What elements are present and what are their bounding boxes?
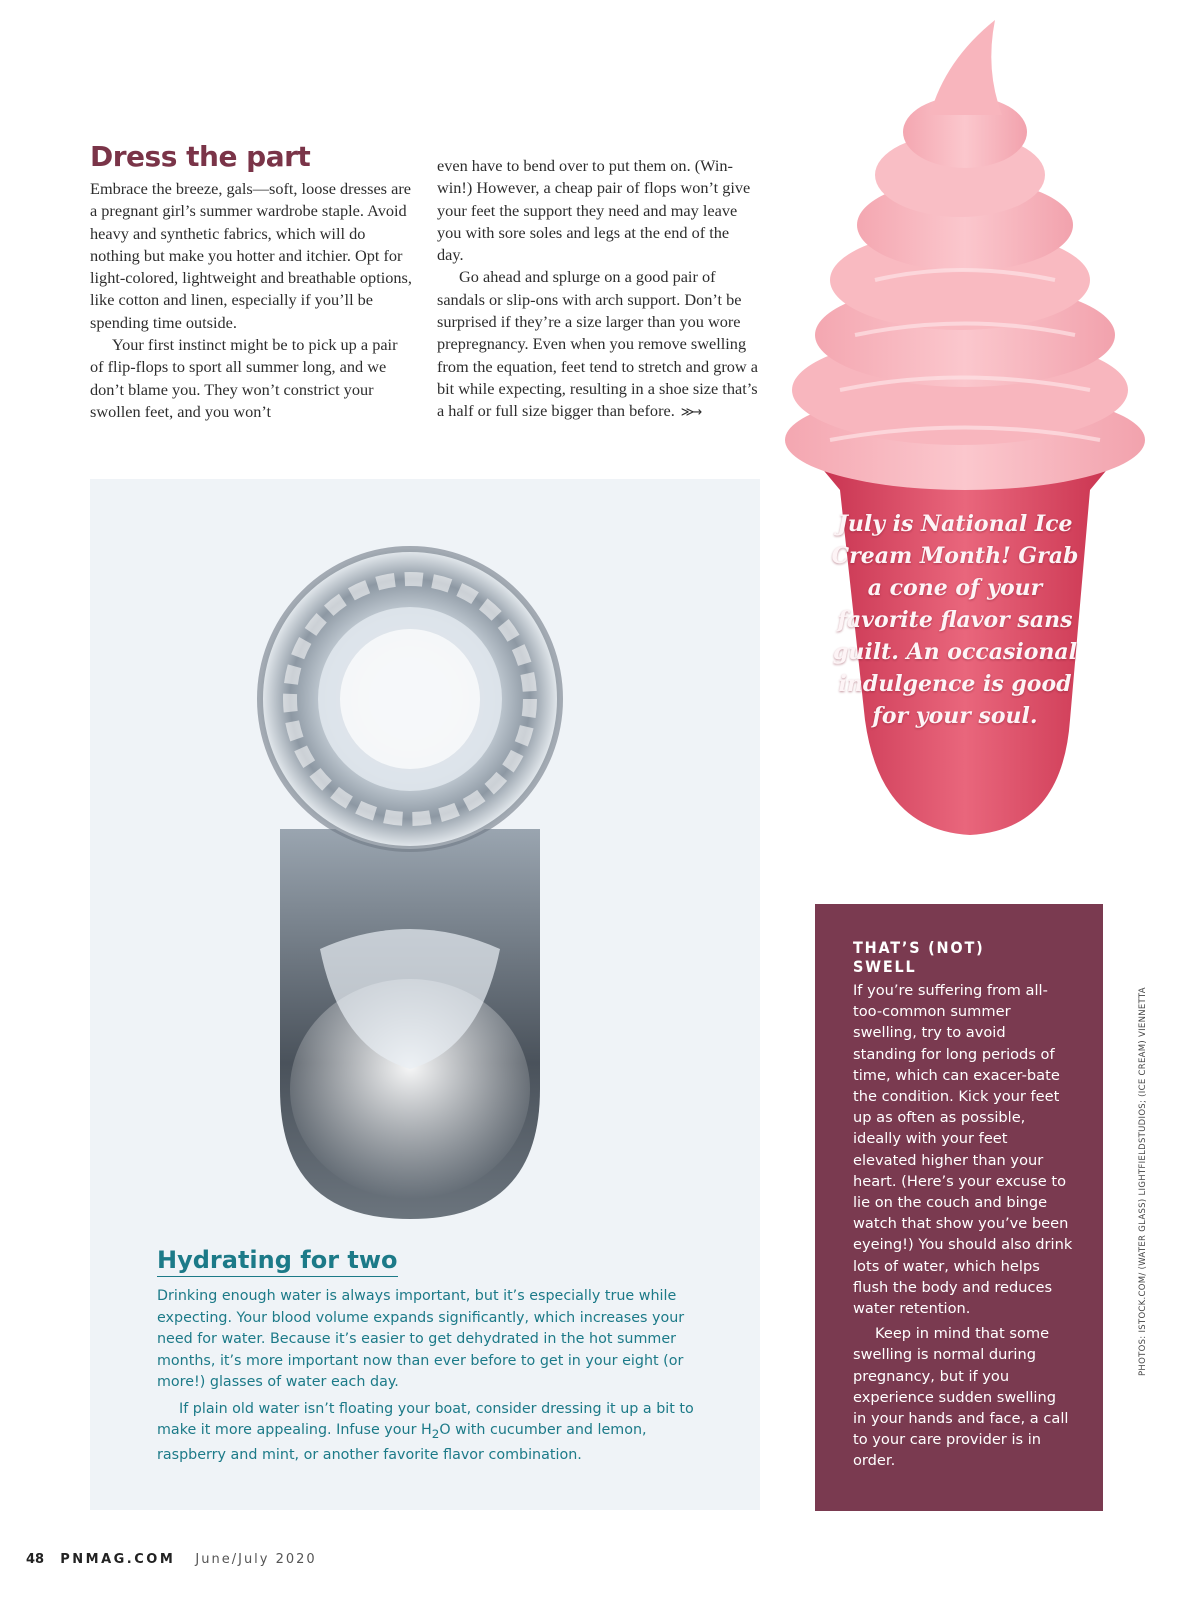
sidebar-title: THAT’S (NOT) SWELL	[853, 938, 985, 976]
article-paragraph: even have to bend over to put them on. (Win-win!) However, a cheap pair of flops won’t give your feet the support they need and may leave you with sore soles and legs at the end of the day.	[437, 156, 751, 265]
sidebar-body	[853, 980, 1073, 1472]
article-paragraph-text: Go ahead and splurge on a good pair of sandals or slip-ons with arch support. Don’t be surprised if they’re a size larger than you wore prepregnancy. Even when you remove swelling from the equation, feet tend to stretch and grow a bit while expecting, resulting in a shoe size that’s a half or full size bigger than before.	[437, 267, 758, 421]
hydrating-title: Hydrating for two	[157, 1246, 398, 1277]
hydrating-paragraph	[157, 1399, 717, 1467]
photo-credit: PHOTOS: ISTOCK.COM/ (WATER GLASS) LIGHTFIELDSTUDIOS; (ICE CREAM) VIENNETTA	[1138, 987, 1148, 1376]
article-paragraph	[437, 266, 759, 424]
issue-date: June/July 2020	[195, 1552, 317, 1567]
article-column-2	[437, 155, 759, 425]
swelling-sidebar	[815, 904, 1103, 1511]
subscript: 2	[431, 1426, 440, 1441]
page-number: 48	[26, 1552, 45, 1567]
article-column-1	[90, 178, 412, 423]
sidebar-paragraph: If you’re suffering from all-too-common summer swelling, try to avoid standing for long periods of time, which can exacer-bate the condition. Kick your feet up as often as possible, ideally with your feet elevated higher than your heart. (Here’s your excuse to lie on the couch and binge watch that show you’ve been eyeing!) You should also drink lots of water, which helps flush the body and reduces water retention.	[853, 982, 1073, 1318]
hydrating-text: O with cucumber and lemon, raspberry and mint, or another favorite flavor combination.	[157, 1422, 647, 1464]
hydrating-text: If plain old water isn’t floating your boat, consider dressing it up a bit to make it more appealing. Infuse your H	[157, 1400, 694, 1438]
page-footer	[26, 1552, 317, 1567]
article-heading: Dress the part	[90, 140, 311, 173]
cone-message: July is National Ice Cream Month! Grab a cone of your favorite flavor sans guilt. An occasional indulgence is good for your soul.	[831, 511, 1079, 729]
sidebar-paragraph: Keep in mind that some swelling is normal during pregnancy, but if you experience sudden swelling in your hands and face, a call to your care provider is in order.	[853, 1325, 1069, 1470]
hydrating-body	[157, 1286, 717, 1472]
ice-cream-cone-photo	[770, 20, 1160, 860]
hydrating-paragraph: Drinking enough water is always important, but it’s especially true while expecting. Your blood volume expands significantly, which increases your need for water. Because it’s easier to get dehydrated in the hot summer months, it’s more important now than ever before to get in your eight (or more!) glasses of water each day.	[157, 1288, 685, 1390]
continue-arrow-icon: ≫→	[680, 405, 700, 421]
water-glass-illustration	[240, 529, 600, 1229]
site-name: PNMAG.COM	[60, 1552, 176, 1567]
article-paragraph: Embrace the breeze, gals—soft, loose dresses are a pregnant girl’s summer wardrobe staple. Avoid heavy and synthetic fabrics, which will do nothing but make you hotter and itchier. Opt for light-colored, lightweight and breathable options, like cotton and linen, especially if you’ll be spending time outside.	[90, 179, 412, 332]
article-paragraph: Your first instinct might be to pick up a pair of flip-flops to sport all summer long, and we don’t blame you. They won’t constrict your swollen feet, and you won’t	[90, 335, 398, 421]
